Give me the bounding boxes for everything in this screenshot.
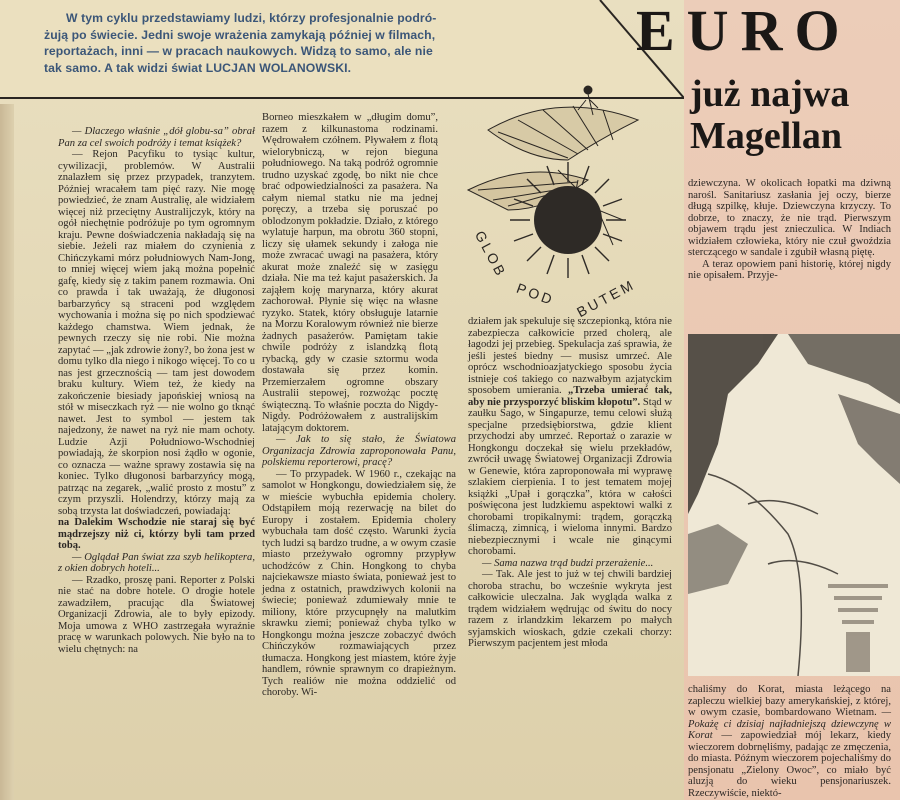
bold-quote: „Trzeba umierać tak, aby nie przysporzyć bliskim kłopotu”. [468, 385, 672, 408]
intro-text [44, 10, 524, 76]
question-paragraph: — Dlaczego właśnie „dół globu-sa” obrał Pan za cel swoich podróży i temat książek? [58, 126, 255, 149]
emblem-butem: BUTEM [573, 275, 639, 321]
bold-quote: na Dalekim Wschodzie nie staraj się być mądrzejszy niż ci, którzy byli tam przed tobą. [58, 517, 255, 551]
pagoda-photo-image [688, 334, 900, 676]
answer-paragraph: Stąd w zaułku Sago, w Singapurze, temu celowi służą specjalne przedsiębiorstwa, gdzie klient przychodzi aby umrzeć. Reportaż o zarazie w Hongkongu doczekał się wielu przekładów, zwrócił uwagę Światowej Organizacji Zdrowia w Genewie, która zaproponowała mi wyprawę szlakiem cierpienia. I to jest tematem mojej książki „Upał i gorączka”, która w całości poświęcona jest ludzkiemu aspektowi walki z chorobami tropikalnymi: trądem, gorączką ślimaczą, zimnicą, i wieloma innymi. Bardzo niebezpiecznymi i wcale nie ginącymi chorobami. [468, 396, 672, 557]
answer-paragraph: — To przypadek. W 1960 r., czekając na samolot w Hongkongu, dowiedziałem się, że w mieście wybuchła epidemia cholery. Odstąpiłem moją rezerwację na bilet do Europy i zostałem. Epidemia cholery wybuchała tam dość często. Warunki życia tych ludzi są bardzo trudne, a w owym czasie miasto przeżywało ogromny przypływ uchodźców z Chin. Hongkong to chyba najciekawsze miasto świata, ponieważ jest to jedna z ostatnich, prawdziwych kolonii na świecie; ponieważ zdumiewały mnie te miliony, które przycupnęły na malutkim skrawku ziemi; ponieważ chyba tylko w Hongkongu można jeszcze zobaczyć dwóch Chińczyków rozmawiających przez tłumacza. Hongkong jest miastem, które żyje handlem, równie sprawnym co drapieżnym. Tych realiów nie można oddzielić od choroby. Wi- [262, 468, 456, 698]
intro-line: tak samo. A tak widzi świat LUCJAN WOLANOWSKI. [44, 60, 352, 75]
article-column-2 [262, 112, 456, 699]
question-paragraph: — Oglądał Pan świat zza szyb helikoptera, z okien dobrych hoteli... [58, 551, 255, 574]
emblem-pod: POD [514, 279, 557, 309]
answer-paragraph: chaliśmy do Korat, miasta leżącego na zapleczu wielkiej bazy amerykańskiej, z której, w owym czasie, bombardowano Wietnam. [688, 684, 891, 718]
answer-paragraph: A teraz opowiem pani historię, której nigdy nie opisałem. Przyje- [688, 258, 891, 281]
answer-paragraph: — Tak. Ale jest to już w tej chwili bardziej choroba strachu, bo wcześnie wykryta jest całkowicie uleczalna. Jak wygląda walka z trądem widziałem wędrując od świtu do nocy razem z irlandzkim lekarzem po małych syjamskich wioskach, gdzie czekali chorzy: Pierwszym pacjentem jest młoda [468, 569, 672, 649]
emblem-glob: GLOB [471, 228, 510, 281]
pagoda-photo [688, 334, 900, 676]
flying-machine-illustration [448, 70, 688, 320]
headline-line-2: już najwa [690, 73, 850, 115]
headline-line-3: Magellan [690, 115, 842, 157]
article-column-4 [688, 178, 891, 282]
intro-line: żują po świecie. Jedni swoje wrażenia zamykają później w filmach, [44, 27, 436, 42]
article-column-1 [58, 126, 255, 655]
question-paragraph: — Jak to się stało, że Światowa Organizacja Zdrowia zaproponowała Panu, polskiemu reporterowi, pracę? [262, 434, 456, 468]
answer-paragraph: — Rzadko, proszę pani. Reporter z Polski nie stać na dobre hotele. O drogie hotele zawadziłem, pracując dla Światowej Organizacji Zdrowia, ale to były epizody. Moja umowa z WHO zastrzegała wyraźnie pracę w warunkach polowych. Nie było na to wielu chętnych: na [58, 574, 255, 655]
article-column-5 [688, 684, 891, 799]
answer-paragraph: — Rejon Pacyfiku to tysiąc kultur, cywilizacji, problemów. W Australii znalazłem się przez przypadek, tranzytem. Później wracałem tam pięć razy. Nie mogę powiedzieć, że znam Australię, ale widziałem więcej niż przeciętny Australijczyk, który na ogół niechętnie podróżuje po tym ogromnym kraju. Pewne doświadczenia nakładają się na siebie. Jeżeli raz miałem do czynienia z Chińczykami mórz południowych Nam-Jong, to mniej więcej wiem jaką można popełnić gafę, kiedy się z takim panem rozmawia. Oni co prawda i tak uważają, że długonosi barbarzyńcy są straceni pod względem wychowania i można się po nich spodziewać każdego chamstwa. Wiem jednak, że pewnych rzeczy się nie robi. Nie można zapytać — „jak zdrowie żony?, bo żona jest w domu tylko dla niego i nikogo więcej. To co u nas jest grzecznością — tam jest dowodem braku kultury. Wiem też, że kiedy na zakończenie biesiady japońskiej wniosą na stół w miseczkach ryż — nie wolno go tknąć nawet. Jest to symbol — jestem tak najedzony, że nawet na ryż nie mam ochoty. Ludzie Azji Południowo-Wschodniej powiadają, że skorpion nosi żądło w ogonie, co oznacza — ważne sprawy zostawia się na koniec. Tylko długonosi barbarzyńcy mogą, patrząc na zegarek, „walić prosto z mostu” z czym przyszli. Holendrzy, którzy mają za sobą trzysta lat doświadczeń, powiadają: [58, 149, 255, 517]
intro-line: W tym cyklu przedstawiamy ludzi, którzy profesjonalnie podró- [66, 11, 437, 25]
headline-euro: EURO [636, 0, 852, 63]
answer-paragraph: działem jak spekuluje się szczepionką, która nie zabezpiecza całkowicie przed cholerą, ale łagodzi jej przebieg. Spekulacja zaś sprawia, że jeśli jesteś biedny — musisz umrzeć. Ale oprócz wschodnioazjatyckiego sposobu życia istnieje coś takiego co nazwałbym azjatyckim sposobem umierania. [468, 316, 672, 396]
article-column-3 [468, 316, 672, 650]
question-paragraph: — Sama nazwa trąd budzi przerażenie... [482, 557, 654, 569]
intro-line: reportażach, inni — w pracach naukowych. Widzą to samo, ale nie [44, 44, 433, 58]
answer-paragraph: Borneo mieszkałem w „długim domu”, razem z kilkunastoma rodzinami. Wędrowałem czółnem. Pływałem z flotą wielorybniczą, w rejon bieguna południowego. Na taką podróż ogromnie trudno uzyskać zgodę, bo nikt nie chce brać odpowiedzialności za pasażera. Na całym niemal statku nie ma jednej poręczy, a trzeba się poruszać po oblodzonym pokładzie. Działo, z którego wylatuje harpun, ma obrotu 360 stopni, liczy się ułamek sekundy i załoga nie może zwracać uwagi na pasażera, który akurat może znaleźć się w zasięgu działa. Nie ma też kajut pasażerskich. Ja zająłem koję marynarza, który akurat zachorował. Płynie się więc na własne ryzyko. Statek, który obsługuje latarnie na Morzu Koralowym również nie bierze żadnych pasażerów. Pamiętam takie chwile podróży z islandzką flotą rybacką, gdy w czasie sztormu woda dostawała się przez komin. Przemierzałem ogromne obszary Australii stepowej, rozwożąc pocztę świąteczną. To właśnie poczta do Nigdy-Nigdy. Podróżowałem z australijskim latającym doktorem. [262, 112, 438, 434]
answer-paragraph: dziewczyna. W okolicach łopatki ma dziwną narośl. Sanitariusz zasłania jej oczy, bierze długą szpilkę, kłuje. Dziewczyna krzyczy. To dobrze, to znaczy, że nie trąd. Pierwszym objawem trądu jest znieczulica. W Indiach widziałem człowieka, który nie czuł gwoździa sterczącego w sandale i zgubił własną piętę. [688, 178, 891, 258]
answer-paragraph: — zapowiedział mój lekarz, kiedy wieczorem dobrnęliśmy, padając ze zmęczenia, do miasta. Późnym wieczorem pojechaliśmy do pensjonatu „Zielony Owoc”, co miało być aluzją do wieku pensjonariuszek. Rzeczywiście, niektó- [688, 730, 891, 799]
page-edge-shadow [0, 104, 14, 800]
italic-quote: — Pokażę ci dzisiaj najładniejszą dziewczynę w Korat [688, 707, 892, 741]
